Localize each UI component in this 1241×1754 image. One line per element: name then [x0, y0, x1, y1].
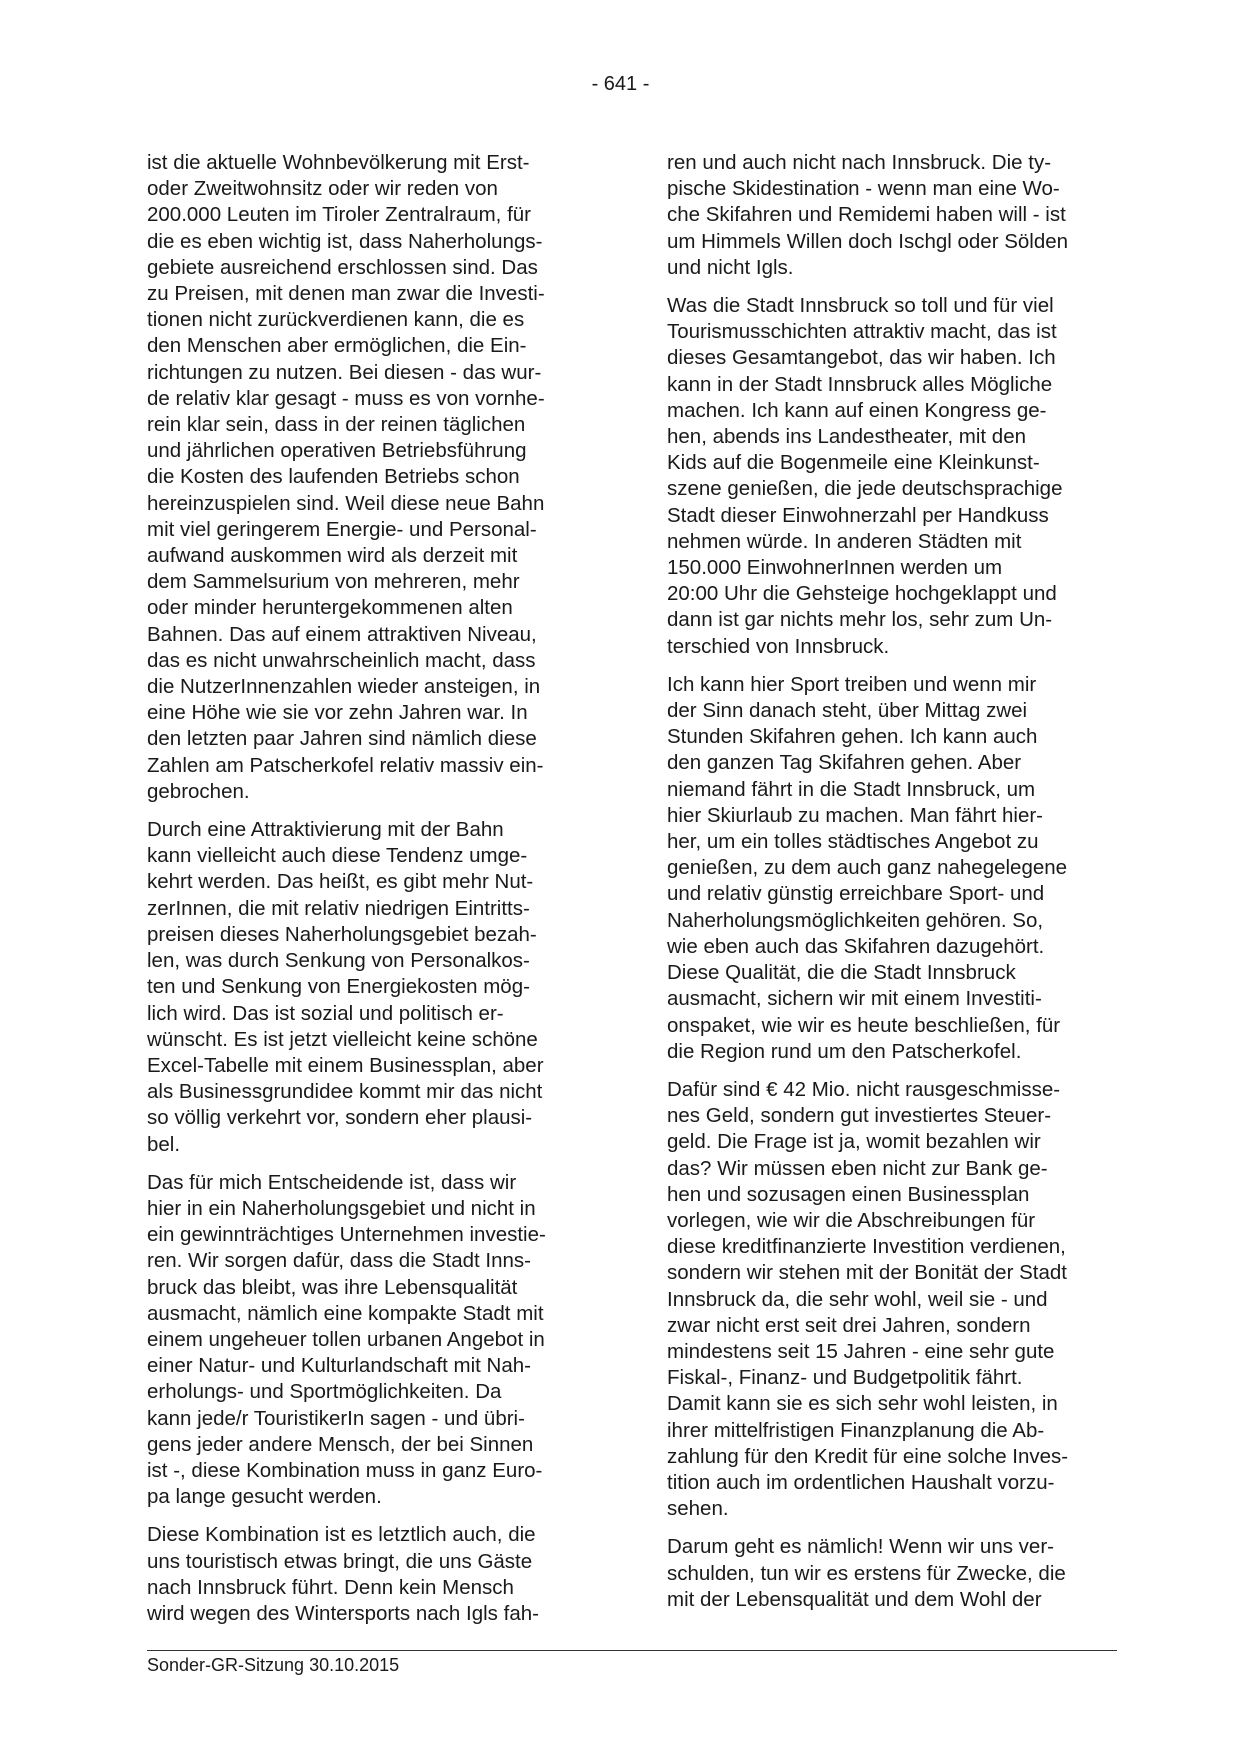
text-line: erholungs- und Sportmöglichkeiten. Da [147, 1380, 502, 1404]
text-line: den ganzen Tag Skifahren gehen. Aber [667, 751, 1022, 775]
text-line: gebrochen. [147, 779, 250, 803]
text-line: bruck das bleibt, was ihre Lebensqualität [147, 1275, 518, 1299]
text-line: Damit kann sie es sich sehr wohl leisten, in [667, 1392, 1058, 1416]
text-line: das? Wir müssen eben nicht zur Bank ge- [667, 1156, 1048, 1180]
text-line: tition auch im ordentlichen Haushalt vorzu- [667, 1470, 1055, 1494]
paragraph [147, 150, 597, 805]
text-line: hen und sozusagen einen Businessplan [667, 1182, 1030, 1206]
text-line: niemand fährt in die Stadt Innsbruck, um [667, 777, 1036, 801]
paragraph [667, 1077, 1117, 1522]
text-line: kann jede/r TouristikerIn sagen - und übri- [147, 1406, 525, 1430]
text-line: uns touristisch etwas bringt, die uns Gäste [147, 1549, 533, 1573]
text-line: die NutzerInnenzahlen wieder ansteigen, in [147, 675, 541, 699]
text-line: de relativ klar gesagt - muss es von vornhe- [147, 386, 545, 410]
paragraph-gap [147, 1510, 597, 1522]
text-line: um Himmels Willen doch Ischgl oder Sölden [667, 229, 1069, 253]
text-line: vorlegen, wie wir die Abschreibungen für [667, 1208, 1036, 1232]
text-line: dem Sammelsurium von mehreren, mehr [147, 570, 520, 594]
text-line: ren und auch nicht nach Innsbruck. Die ty- [667, 151, 1052, 174]
text-line: Excel-Tabelle mit einem Businessplan, aber [147, 1053, 544, 1077]
text-line: wird wegen des Wintersports nach Igls fah- [147, 1601, 539, 1625]
text-line: Stunden Skifahren gehen. Ich kann auch [667, 725, 1038, 749]
text-line: bel. [147, 1132, 181, 1156]
text-line: Fiskal-, Finanz- und Budgetpolitik fährt. [667, 1366, 1023, 1390]
text-line: mit der Lebensqualität und dem Wohl der [667, 1587, 1042, 1611]
text-line: ist -, diese Kombination muss in ganz Euro- [147, 1458, 543, 1482]
text-line: einer Natur- und Kulturlandschaft mit Nah- [147, 1354, 531, 1378]
text-line: mit viel geringerem Energie- und Personal- [147, 517, 537, 541]
text-line: ihrer mittelfristigen Finanzplanung die Ab- [667, 1418, 1045, 1442]
left-column [147, 150, 597, 1627]
paragraph [147, 1522, 597, 1627]
footer-session-label: Sonder-GR-Sitzung 30.10.2015 [147, 1655, 400, 1675]
text-line: zu Preisen, mit denen man zwar die Investi- [147, 282, 545, 306]
text-line: den Menschen aber ermöglichen, die Ein- [147, 334, 527, 358]
text-line: hier Skiurlaub zu machen. Man fährt hier- [667, 803, 1044, 827]
text-line: mindestens seit 15 Jahren - eine sehr gute [667, 1339, 1055, 1363]
text-line: und nicht Igls. [667, 255, 794, 279]
text-line: genießen, zu dem auch ganz nahegelegene [667, 856, 1068, 880]
text-line: onspaket, wie wir es heute beschließen, für [667, 1013, 1061, 1037]
text-line: hen, abends ins Landestheater, mit den [667, 425, 1027, 449]
paragraph [667, 293, 1117, 660]
paragraph-gap [667, 281, 1117, 293]
paragraph [667, 1534, 1117, 1613]
text-line: tionen nicht zurückverdienen kann, die es [147, 308, 525, 332]
text-line: dieses Gesamtangebot, das wir haben. Ich [667, 346, 1056, 370]
text-line: pische Skidestination - wenn man eine Wo- [667, 177, 1060, 201]
text-line: Ich kann hier Sport treiben und wenn mir [667, 672, 1037, 696]
text-line: Dafür sind € 42 Mio. nicht rausgeschmisse- [667, 1077, 1061, 1101]
text-line: her, um ein tolles städtisches Angebot zu [667, 830, 1039, 854]
text-line: sondern wir stehen mit der Bonität der Stadt [667, 1261, 1067, 1285]
text-line: wünscht. Es ist jetzt vielleicht keine schöne [147, 1027, 538, 1051]
text-line: ausmacht, nämlich eine kompakte Stadt mit [147, 1301, 544, 1325]
paragraph [147, 1170, 597, 1511]
text-line: dann ist gar nichts mehr los, sehr zum Un- [667, 608, 1053, 632]
text-line: Kids auf die Bogenmeile eine Kleinkunst- [667, 451, 1040, 475]
text-line: den letzten paar Jahren sind nämlich diese [147, 727, 537, 751]
text-line: Durch eine Attraktivierung mit der Bahn [147, 818, 504, 842]
text-line: nach Innsbruck führt. Denn kein Mensch [147, 1575, 514, 1599]
text-line: preisen dieses Naherholungsgebiet bezah- [147, 922, 537, 946]
text-line: und jährlichen operativen Betriebsführung [147, 439, 527, 463]
text-line: zwar nicht erst seit drei Jahren, sondern [667, 1313, 1031, 1337]
text-line: Diese Kombination ist es letztlich auch, die [147, 1523, 536, 1547]
text-line: nehmen würde. In anderen Städten mit [667, 529, 1022, 553]
text-line: szene genießen, die jede deutschsprachige [667, 477, 1063, 501]
text-line: als Businessgrundidee kommt mir das nicht [147, 1080, 543, 1104]
text-line: zahlung für den Kredit für eine solche Inves- [667, 1444, 1069, 1468]
text-line: gens jeder andere Mensch, der bei Sinnen [147, 1432, 534, 1456]
text-line: ausmacht, sichern wir mit einem Investiti- [667, 987, 1042, 1011]
text-line: zerInnen, die mit relativ niedrigen Eintritts- [147, 896, 530, 920]
text-line: Stadt dieser Einwohnerzahl per Handkuss [667, 503, 1049, 527]
text-line: terschied von Innsbruck. [667, 634, 890, 658]
text-line: Tourismusschichten attraktiv macht, das ist [667, 320, 1057, 344]
text-line: len, was durch Senkung von Personalkos- [147, 949, 530, 973]
text-line: und relativ günstig erreichbare Sport- und [667, 882, 1045, 906]
text-line: lich wird. Das ist sozial und politisch er- [147, 1001, 504, 1025]
text-line: 200.000 Leuten im Tiroler Zentralraum, für [147, 203, 531, 227]
text-line: die Kosten des laufenden Betriebs schon [147, 465, 520, 489]
text-line: pa lange gesucht werden. [147, 1485, 382, 1509]
paragraph-gap [667, 1065, 1117, 1077]
text-line: oder Zweitwohnsitz oder wir reden von [147, 177, 498, 201]
text-line: wie eben auch das Skifahren dazugehört. [667, 934, 1045, 958]
paragraph [147, 817, 597, 1158]
text-line: hereinzuspielen sind. Weil diese neue Bahn [147, 491, 545, 515]
text-line: kehrt werden. Das heißt, es gibt mehr Nut- [147, 870, 534, 894]
text-line: ist die aktuelle Wohnbevölkerung mit Erst- [147, 151, 530, 174]
text-line: Was die Stadt Innsbruck so toll und für viel [667, 294, 1054, 318]
text-line: geld. Die Frage ist ja, womit bezahlen wir [667, 1130, 1041, 1154]
text-line: kann in der Stadt Innsbruck alles Mögliche [667, 372, 1053, 396]
text-line: die Region rund um den Patscherkofel. [667, 1039, 1022, 1063]
text-line: Diese Qualität, die die Stadt Innsbruck [667, 961, 1016, 985]
text-line: einem ungeheuer tollen urbanen Angebot in [147, 1327, 545, 1351]
text-line: Zahlen am Patscherkofel relativ massiv ein- [147, 753, 544, 777]
text-line: gebiete ausreichend erschlossen sind. Das [147, 255, 538, 279]
text-line: hier in ein Naherholungsgebiet und nicht in [147, 1196, 536, 1220]
text-line: rein klar sein, dass in der reinen täglichen [147, 413, 526, 437]
page-number: - 641 - [591, 73, 650, 95]
text-line: diese kreditfinanzierte Investition verdienen, [667, 1235, 1066, 1259]
text-line: die es eben wichtig ist, dass Naherholungs- [147, 229, 543, 253]
text-line: nes Geld, sondern gut investiertes Steuer- [667, 1104, 1052, 1128]
text-line: ein gewinnträchtiges Unternehmen investie- [147, 1223, 546, 1247]
text-line: Naherholungsmöglichkeiten gehören. So, [667, 908, 1044, 932]
text-line: Das für mich Entscheidende ist, dass wir [147, 1170, 517, 1194]
paragraph-gap [667, 660, 1117, 672]
paragraph-gap [667, 1522, 1117, 1534]
paragraph-gap [147, 1158, 597, 1170]
text-line: so völlig verkehrt vor, sondern eher plausi- [147, 1106, 533, 1130]
text-line: sehen. [667, 1497, 729, 1521]
text-line: oder minder heruntergekommenen alten [147, 596, 513, 620]
text-line: Darum geht es nämlich! Wenn wir uns ver- [667, 1535, 1054, 1559]
text-line: 150.000 EinwohnerInnen werden um [667, 556, 1003, 580]
text-line: das es nicht unwahrscheinlich macht, dass [147, 648, 536, 672]
footer-divider [147, 1650, 1117, 1651]
right-column [667, 150, 1117, 1613]
text-line: eine Höhe wie sie vor zehn Jahren war. In [147, 701, 528, 725]
text-line: ten und Senkung von Energiekosten mög- [147, 975, 530, 999]
text-line: kann vielleicht auch diese Tendenz umge- [147, 844, 528, 868]
paragraph [667, 672, 1117, 1065]
text-line: Bahnen. Das auf einem attraktiven Niveau, [147, 622, 537, 646]
text-line: schulden, tun wir es erstens für Zwecke, die [667, 1561, 1066, 1585]
text-line: aufwand auskommen wird als derzeit mit [147, 544, 518, 568]
text-line: 20:00 Uhr die Gehsteige hochgeklappt und [667, 582, 1057, 606]
paragraph [667, 150, 1117, 281]
text-line: ren. Wir sorgen dafür, dass die Stadt Inns- [147, 1249, 531, 1273]
text-line: richtungen zu nutzen. Bei diesen - das wur- [147, 360, 542, 384]
text-line: Innsbruck da, die sehr wohl, weil sie - und [667, 1287, 1048, 1311]
text-line: der Sinn danach steht, über Mittag zwei [667, 699, 1028, 723]
text-line: che Skifahren und Remidemi haben will - ist [667, 203, 1066, 227]
paragraph-gap [147, 805, 597, 817]
text-line: machen. Ich kann auf einen Kongress ge- [667, 398, 1047, 422]
